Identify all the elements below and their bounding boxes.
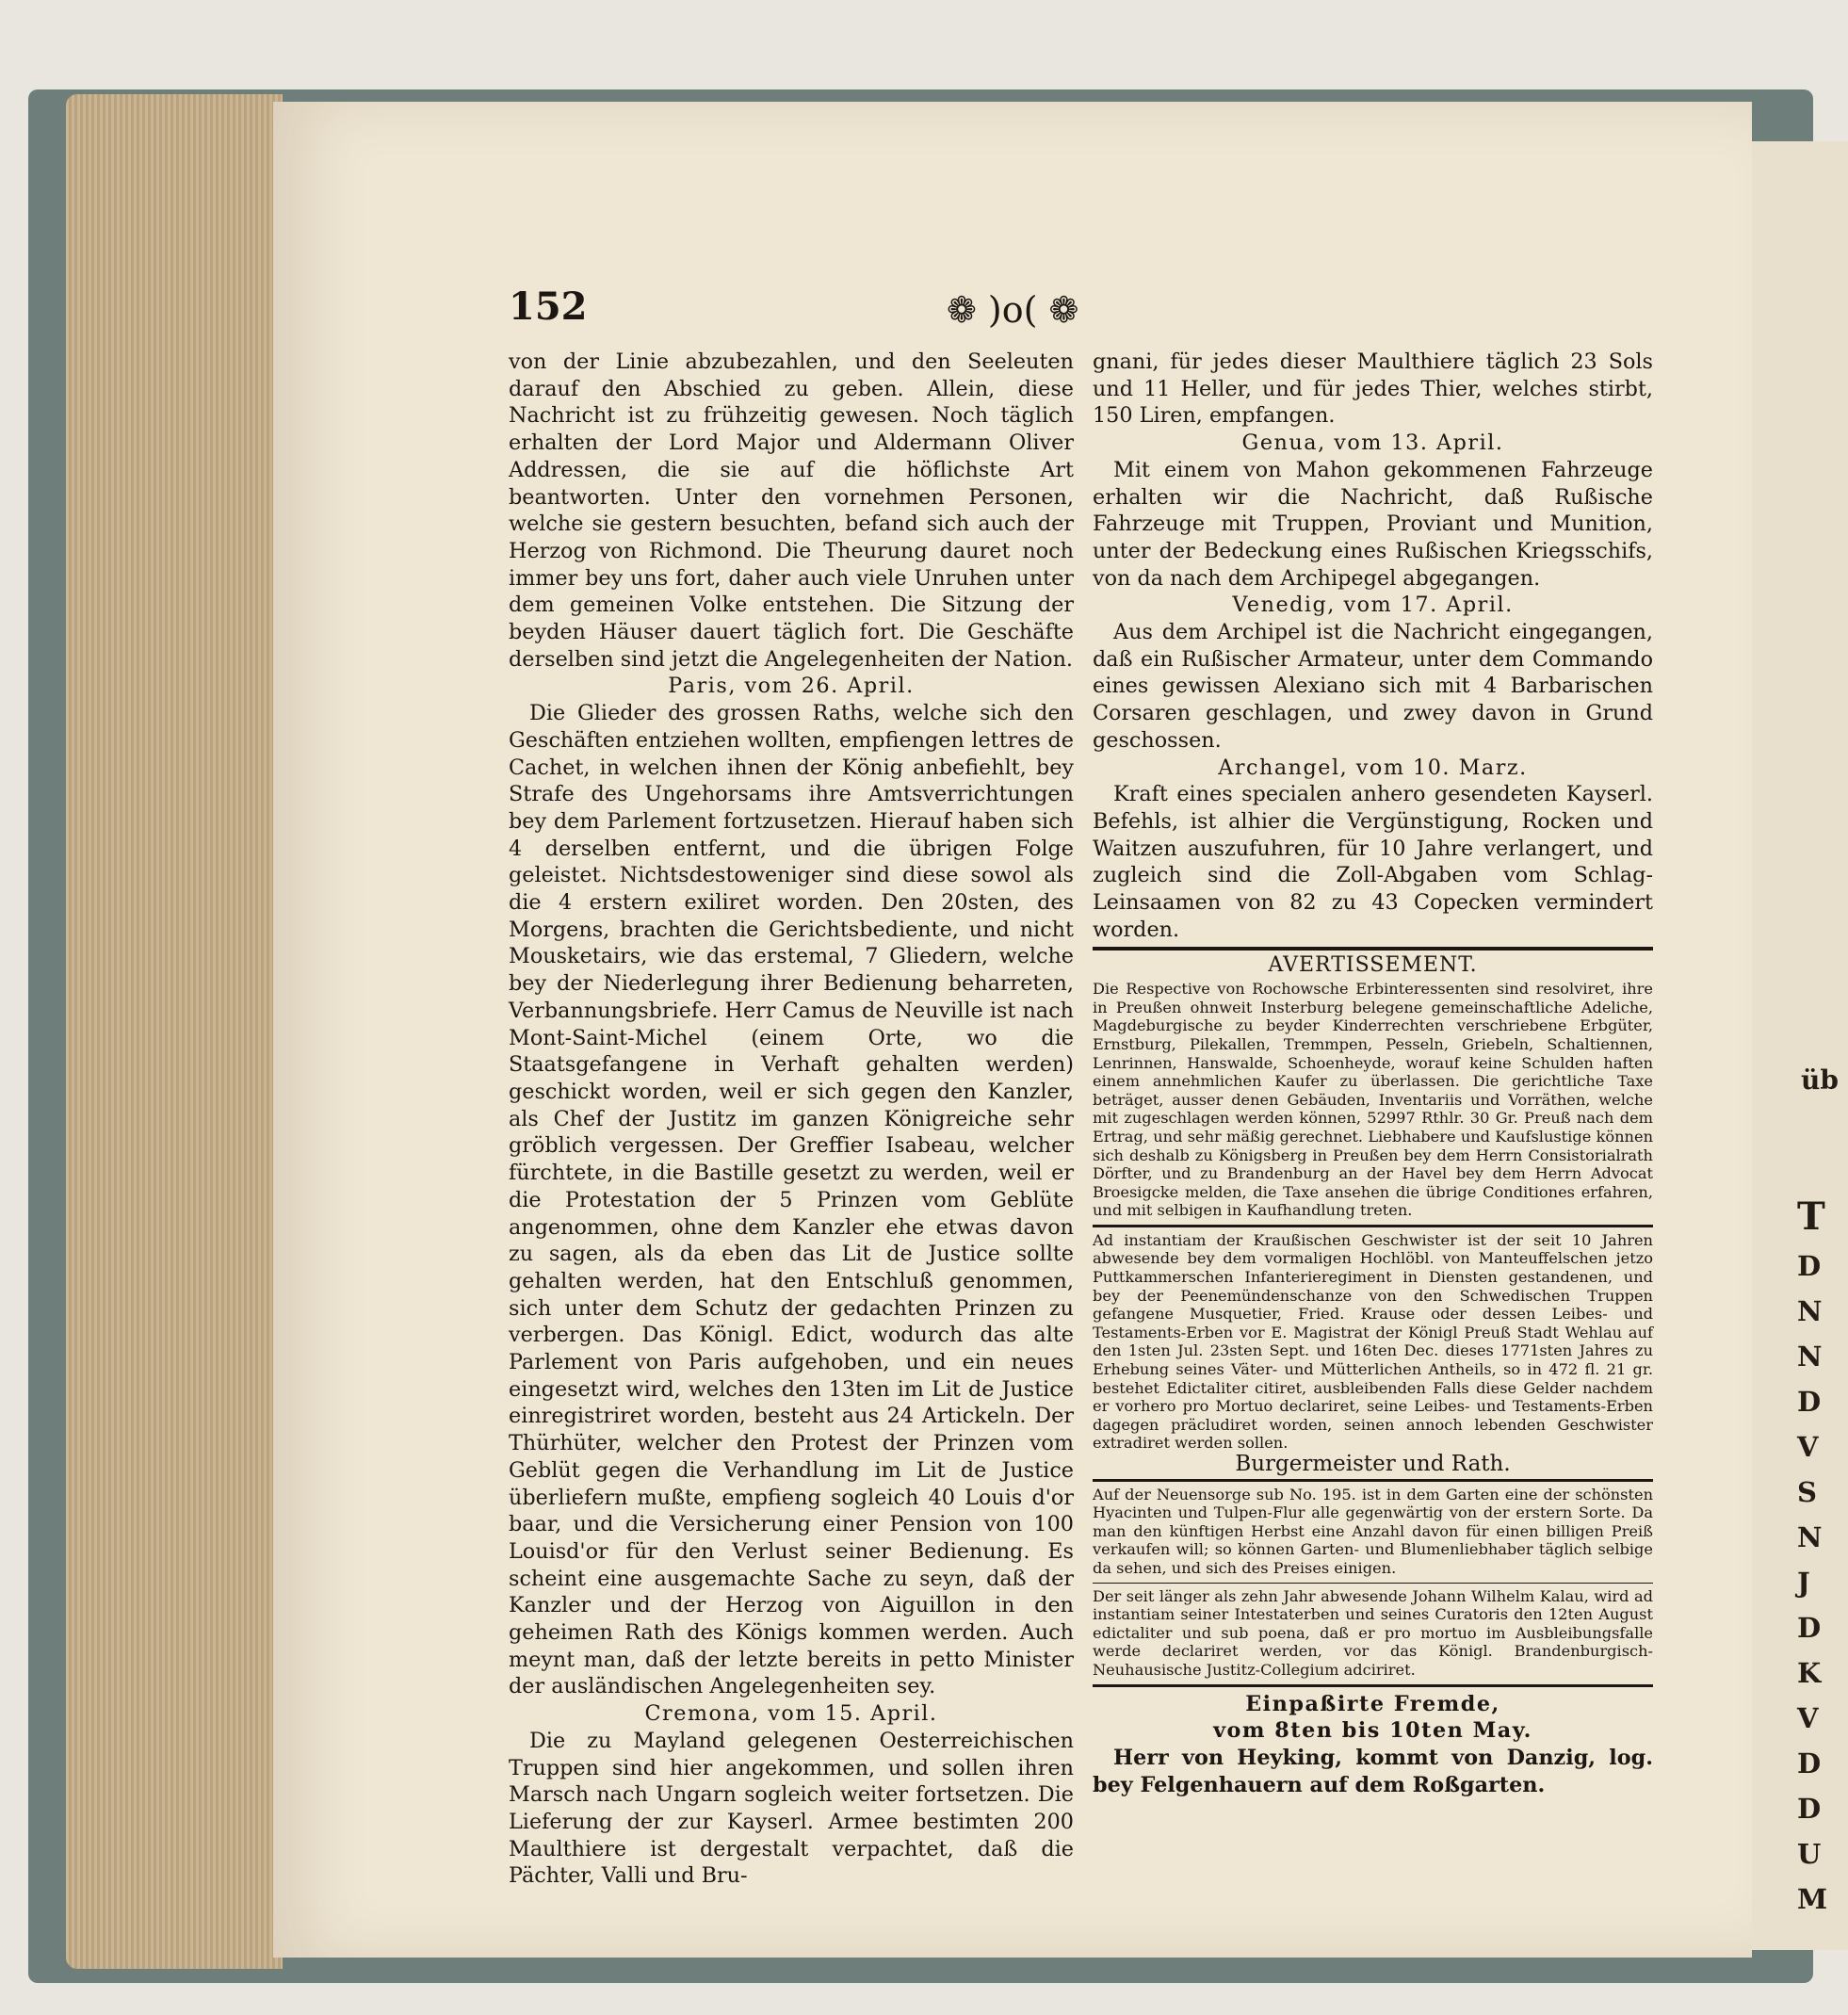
ornament: ❁ )o( ❁ <box>947 289 1079 331</box>
arrivals-heading: Einpaßirte Fremde, <box>1245 1691 1500 1716</box>
news-paragraph: von der Linie abzubezahlen, und den Seeleuten darauf den Abschied zu geben. Allein, diese Nachricht ist zu frühzeitig gewesen. Noch täglich erhalten der Lord Major und Aldermann Oliver Addressen, die sie auf die höflichste Art beantworten. Unter den vornehmen Personen, welche sie gestern besuchten, befand sich auch der Herzog von Richmond. Die Theurung dauret noch immer bey uns fort, daher auch viele Unruhen unter dem gemeinen Volke entstehen. Die Sitzung der beyden Häuser dauert täglich fort. Die Geschäfte derselben sind jetzt die Angelegenheiten der Nation. <box>509 349 1074 672</box>
news-items <box>1093 349 1653 943</box>
facing-page-letter: D <box>1797 1250 1822 1282</box>
advertisement-title: AVERTISSEMENT. <box>1093 947 1653 980</box>
facing-page-letter: M <box>1797 1883 1828 1915</box>
dateline: Genua, vom 13. April. <box>1241 431 1504 456</box>
advertisement-absentee: Der seit länger als zehn Jahr abwesende Johann Wilhelm Kalau, wird ad instantiam seiner Intestaterben und seines Curatoris den 12ten August edictaliter und sub poena, daß er pro mortuo im Ausbleibungsfalle werde declariret werden, vor das Königl. Brandenburgisch-Neuhausische Justitz-Collegium adciriret. <box>1093 1586 1653 1679</box>
dateline: Venedig, vom 17. April. <box>1232 593 1514 618</box>
divider <box>1093 1225 1653 1227</box>
news-paragraph: Die Glieder des grossen Raths, welche sich den Geschäften entziehen wollten, empfiengen lettres de Cachet, in welchen ihnen der König anbefiehlt, bey Strafe des Ungehorsams ihre Amtsverrichtungen bey dem Parlement fortzusetzen. Hierauf haben sich 4 derselben entfernt, und die übrigen Folge geleistet. Nichtsdestoweniger sind diese sowol als die 4 erstern exiliret worden. Den 20sten, des Morgens, brachten die Gerichtsbediente, und nicht Mousketairs, wie das erstemal, 7 Gliedern, welche bey der Niederlegung ihrer Bedienung beharreten, Verbannungsbriefe. Herr Camus de Neuville ist nach Mont-Saint-Michel (einem Orte, wo die Staatsgefangene in Verhaft gehalten werden) geschickt worden, weil er sich gegen den Kanzler, als Chef der Justitz im ganzen Königreiche sehr gröblich vergessen. Der Greffier Isabeau, welcher fürchtete, in die Bastille gesetzt zu werden, weil er die Protestation der 5 Prinzen vom Geblüte angenommen, ohne dem Kanzler ehe etwas davon zu sagen, als da eben das Lit de Justice sollte gehalten werden, hat den Entschluß genommen, sich unter dem Schutz der gedachten Prinzen zu verbergen. Das Königl. Edict, wodurch das alte Parlement von Paris aufgehoben, und ein neues eingesetzt wird, welches den 13ten im Lit de Justice einregistriret worden, besteht aus 24 Artickeln. Der Thürhüter, welcher den Protest der Prinzen vom Geblüt gegen die Verhandlung im Lit de Justice überliefern mußte, empfieng sogleich 40 Louis d'or baar, und die Versicherung einer Pension von 100 Louisd'or für den Verlust seiner Bedienung. Es scheint eine ausgemachte Sache zu seyn, daß der Kanzler und der Herzog von Aiguillon in den geheimen Rath des Königs kommen werden. Auch meynt man, daß der letzte bereits in petto Minister der ausländischen Angelegenheiten sey. <box>509 701 1074 1699</box>
facing-page-letter: N <box>1797 1521 1823 1553</box>
news-paragraph: gnani, für jedes dieser Maulthiere täglich 23 Sols und 11 Heller, und für jedes Thier, welches stirbt, 150 Liren, empfangen. <box>1093 349 1653 429</box>
facing-page-letter: V <box>1797 1702 1819 1734</box>
advertisement-estate: Die Respective von Rochowsche Erbinteressenten sind resolviret, ihre in Preußen ohnweit Insterburg belegene gemeinschaftliche Adeliche, Magdeburgische zu beyder Kinderrechten verschriebene Erbgüter, Ernstburg, Pilekallen, Tremmpen, Pesseln, Griebeln, Schaltiennen, Lenrinnen, Hanswalde, Schoenheyde, worauf keine Schulden haften einem annehmlichen Kaufer zu überlassen. Die gerichtliche Taxe beträget, ausser denen Gebäuden, Inventariis und Vorräthen, welche mit zugeschlagen werden können, 52997 Rthlr. 30 Gr. Preuß nach dem Ertrag, und sehr mäßig gerechnet. Liebhabere und Kaufslustige können sich deshalb zu Königsberg in Preußen bey dem Herrn Consistorialrath Dörfter, und zu Brandenburg an der Havel bey dem Herrn Advocat Broesigcke melden, die Taxe ansehen die übrige Conditiones erfahren, und mit selbigen in Kaufhandlung treten. <box>1093 980 1653 1220</box>
advertisement-citation: Ad instantiam der Kraußischen Geschwister ist der seit 10 Jahren abwesende bey dem vormaligen Hochlöbl. von Manteuffelschen jetzo Puttkammerschen Infanterieregiment in Diensten gestandenen, und bey der Peenemündenschanze von den Schwedischen Truppen gefangene Musquetier, Fried. Krause oder dessen Leibes- und Testaments-Erben vor E. Magistrat der Königl Preuß Stadt Wehlau auf den 1sten Jul. 23sten Sept. und 16ten Dec. dieses 1771sten Jahres zu Erhebung seines Väter- und Mütterlichen Antheils, so in 472 fl. 21 gr. bestehet Edictaliter citiret, ausbleibenden Falls diese Gelder nachdem er vorhero pro Mortuo declariret, seine Leibes- und Testaments-Erben dagegen präcludiret worden, seinen annoch lebenden Geschwister extradiret werden sollen. <box>1093 1230 1653 1453</box>
advertisement-garden: Auf der Neuensorge sub No. 195. ist in dem Garten eine der schönsten Hyacinten und Tulpen-Flur alle gegenwärtig von der erstern Sorte. Da man den künftigen Herbst eine Anzahl davon für einen billigen Preiß verkaufen will; so können Garten- und Blumenliebhaber täglich selbige da sehen, und sich des Preises einigen. <box>1093 1485 1653 1577</box>
facing-page-mark: T <box>1797 1194 1825 1239</box>
arrivals-text: Herr von Heyking, kommt von Danzig, log. bey Felgenhauern auf dem Roßgarten. <box>1093 1745 1653 1797</box>
facing-page-word: üb <box>1801 1064 1839 1096</box>
facing-page-letter: U <box>1797 1838 1822 1870</box>
facing-page-letter: D <box>1797 1793 1822 1825</box>
news-paragraph: Aus dem Archipel ist die Nachricht eingegangen, daß ein Rußischer Armateur, unter dem Commando eines gewissen Alexiano sich mit 4 Barbarischen Corsaren geschlagen, und zwey davon in Grund geschossen. <box>1093 620 1653 753</box>
facing-page-letter: S <box>1797 1476 1817 1508</box>
page-number: 152 <box>509 284 588 329</box>
dateline: Paris, vom 26. April. <box>668 674 915 699</box>
news-paragraph: Mit einem von Mahon gekommenen Fahrzeuge erhalten wir die Nachricht, daß Rußische Fahrzeuge mit Truppen, Proviant und Munition, unter der Bedeckung eines Rußischen Kriegsschifs, von da nach dem Archipegel abgegangen. <box>1093 457 1653 591</box>
facing-page-letter: V <box>1797 1431 1819 1463</box>
facing-page-letter: K <box>1797 1657 1822 1689</box>
facing-page-letter: D <box>1797 1747 1822 1779</box>
dateline: Archangel, vom 10. Marz. <box>1218 755 1528 780</box>
dateline: Cremona, vom 15. April. <box>644 1701 938 1727</box>
arrivals-date: vom 8ten bis 10ten May. <box>1213 1718 1532 1744</box>
left-column <box>509 349 1074 1889</box>
right-column <box>1093 349 1653 1818</box>
divider <box>1093 1583 1653 1584</box>
advertisement-block <box>1093 980 1653 1686</box>
advertisement-signature: Burgermeister und Rath. <box>1235 1452 1511 1477</box>
page-header <box>509 284 1658 341</box>
news-paragraph: Die zu Mayland gelegenen Oesterreichischen Truppen sind hier angekommen, und sollen ihren Marsch nach Ungarn sogleich weiter fortsetzen. Die Lieferung der zur Kayserl. Armee bestimten 200 Maulthiere ist dergestalt verpachtet, daß die Pächter, Valli und Bru- <box>509 1728 1074 1889</box>
facing-page-letters <box>1797 1243 1844 1922</box>
facing-page-letter: D <box>1797 1386 1822 1418</box>
page-edges <box>66 94 283 1969</box>
facing-page-letter: N <box>1797 1295 1823 1327</box>
facing-page-letter: J <box>1797 1567 1810 1599</box>
facing-page-letter: D <box>1797 1612 1822 1644</box>
divider <box>1093 1479 1653 1482</box>
news-paragraph: Kraft eines specialen anhero gesendeten Kayserl. Befehls, ist alhier die Vergünstigung, Rocken und Waitzen auszufuhren, für 10 Jahre verlangert, und zugleich sind die Zoll-Abgaben vom Schlag-Leinsaamen von 82 zu 43 Copecken vermindert worden. <box>1093 782 1653 942</box>
facing-page-letter: N <box>1797 1341 1823 1373</box>
divider <box>1093 1684 1653 1687</box>
